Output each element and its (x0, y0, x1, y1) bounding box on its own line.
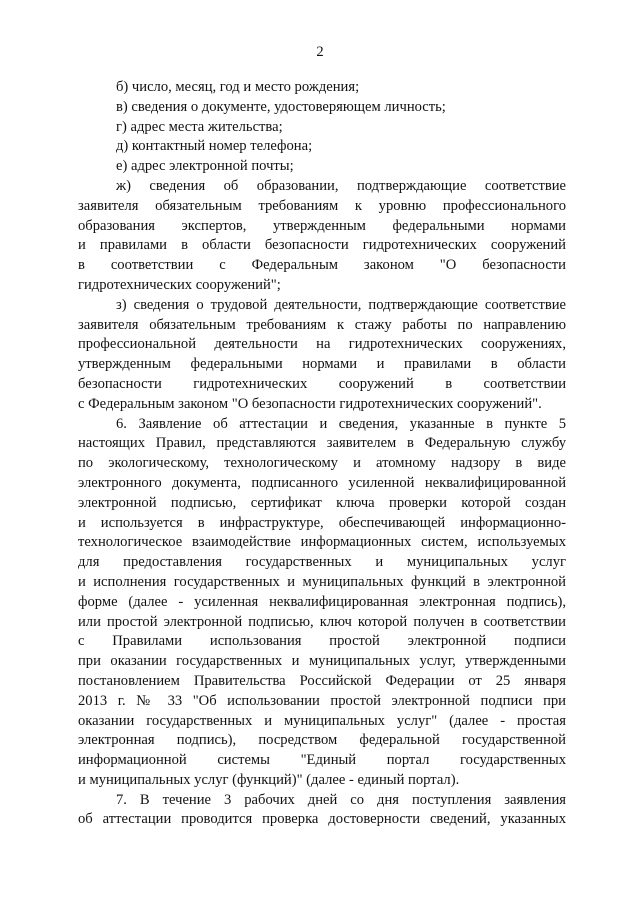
paragraph-line: 2013 г. № 33 "Об использовании простой электронной подписи при (78, 692, 566, 709)
paragraph-line: по экологическому, технологическому и атомному надзору в виде (78, 455, 566, 472)
paragraph-line: 7. В течение 3 рабочих дней со дня поступления заявления (116, 791, 566, 808)
paragraph-line: с Правилами использования простой электронной подписи (78, 633, 566, 650)
paragraph-line: ж) сведения об образовании, подтверждающие соответствие (116, 177, 566, 194)
paragraph-line: гидротехнических сооружений"; (78, 276, 281, 293)
paragraph-7 (78, 791, 566, 831)
paragraph-line: в соответствии с Федеральным законом "О безопасности (78, 257, 566, 274)
paragraph-line: об аттестации проводится проверка достоверности сведений, указанных (78, 811, 566, 828)
list-item-z (78, 296, 566, 415)
list-item-b: б) число, месяц, год и место рождения; (116, 79, 360, 95)
paragraph-line: и муниципальных услуг (функций)" (далее - единый портал). (78, 771, 460, 788)
paragraph-line: оказании государственных и муниципальных услуг" (далее - простая (78, 712, 566, 729)
paragraph-line: и исполнения государственных и муниципальных функций в электронной (78, 573, 566, 590)
document-body (78, 78, 566, 830)
paragraph-line: образования экспертов, утвержденным федеральными нормами (78, 217, 566, 234)
paragraph-line: постановлением Правительства Российской Федерации от 25 января (78, 672, 566, 689)
paragraph-line: заявителя обязательным требованиям к уровню профессионального (78, 197, 566, 214)
paragraph-line: электронная подпись), посредством федеральной государственной (78, 732, 566, 749)
paragraph-line: настоящих Правил, представляются заявителем в Федеральную службу (78, 435, 566, 452)
page-number: 2 (316, 44, 324, 60)
list-item-zh (78, 177, 566, 296)
paragraph-line: при оказании государственных и муниципальных услуг, утвержденными (78, 653, 566, 670)
paragraph-line: электронной подписью, сертификат ключа проверки которой создан (78, 494, 566, 511)
paragraph-line: и правилами в области безопасности гидротехнических сооружений (78, 237, 566, 254)
paragraph-line: форме (далее - усиленная неквалифицированная электронная подпись), (78, 593, 566, 610)
list-item-d: д) контактный номер телефона; (116, 138, 313, 155)
paragraph-line: профессиональной деятельности на гидротехнических сооружениях, (78, 336, 566, 353)
paragraph-line: для предоставления государственных и муниципальных услуг (78, 554, 566, 571)
paragraph-line: утвержденным федеральными нормами и правилами в области (78, 356, 566, 373)
paragraph-line: или простой электронной подписью, ключ которой получен в соответствии (78, 613, 566, 630)
list-item-e: е) адрес электронной почты; (116, 158, 294, 175)
paragraph-line: и используется в инфраструктуре, обеспечивающей информационно- (78, 514, 566, 531)
list-item-v: в) сведения о документе, удостоверяющем личность; (116, 98, 446, 115)
paragraph-line: электронного документа, подписанного усиленной неквалифицированной (78, 474, 566, 491)
paragraph-line: заявителя обязательным требованиям к стажу работы по направлению (78, 316, 566, 333)
paragraph-line: з) сведения о трудовой деятельности, подтверждающие соответствие (116, 296, 566, 313)
paragraph-line: технологическое взаимодействие информационных систем, используемых (78, 534, 566, 551)
paragraph-6 (78, 415, 566, 791)
paragraph-line: 6. Заявление об аттестации и сведения, указанные в пункте 5 (116, 415, 566, 432)
paragraph-line: информационной системы "Единый портал государственных (78, 752, 566, 769)
list-item-g: г) адрес места жительства; (116, 118, 283, 135)
paragraph-line: безопасности гидротехнических сооружений в соответствии (78, 375, 566, 392)
paragraph-line: с Федеральным законом "О безопасности гидротехнических сооружений". (78, 395, 542, 412)
